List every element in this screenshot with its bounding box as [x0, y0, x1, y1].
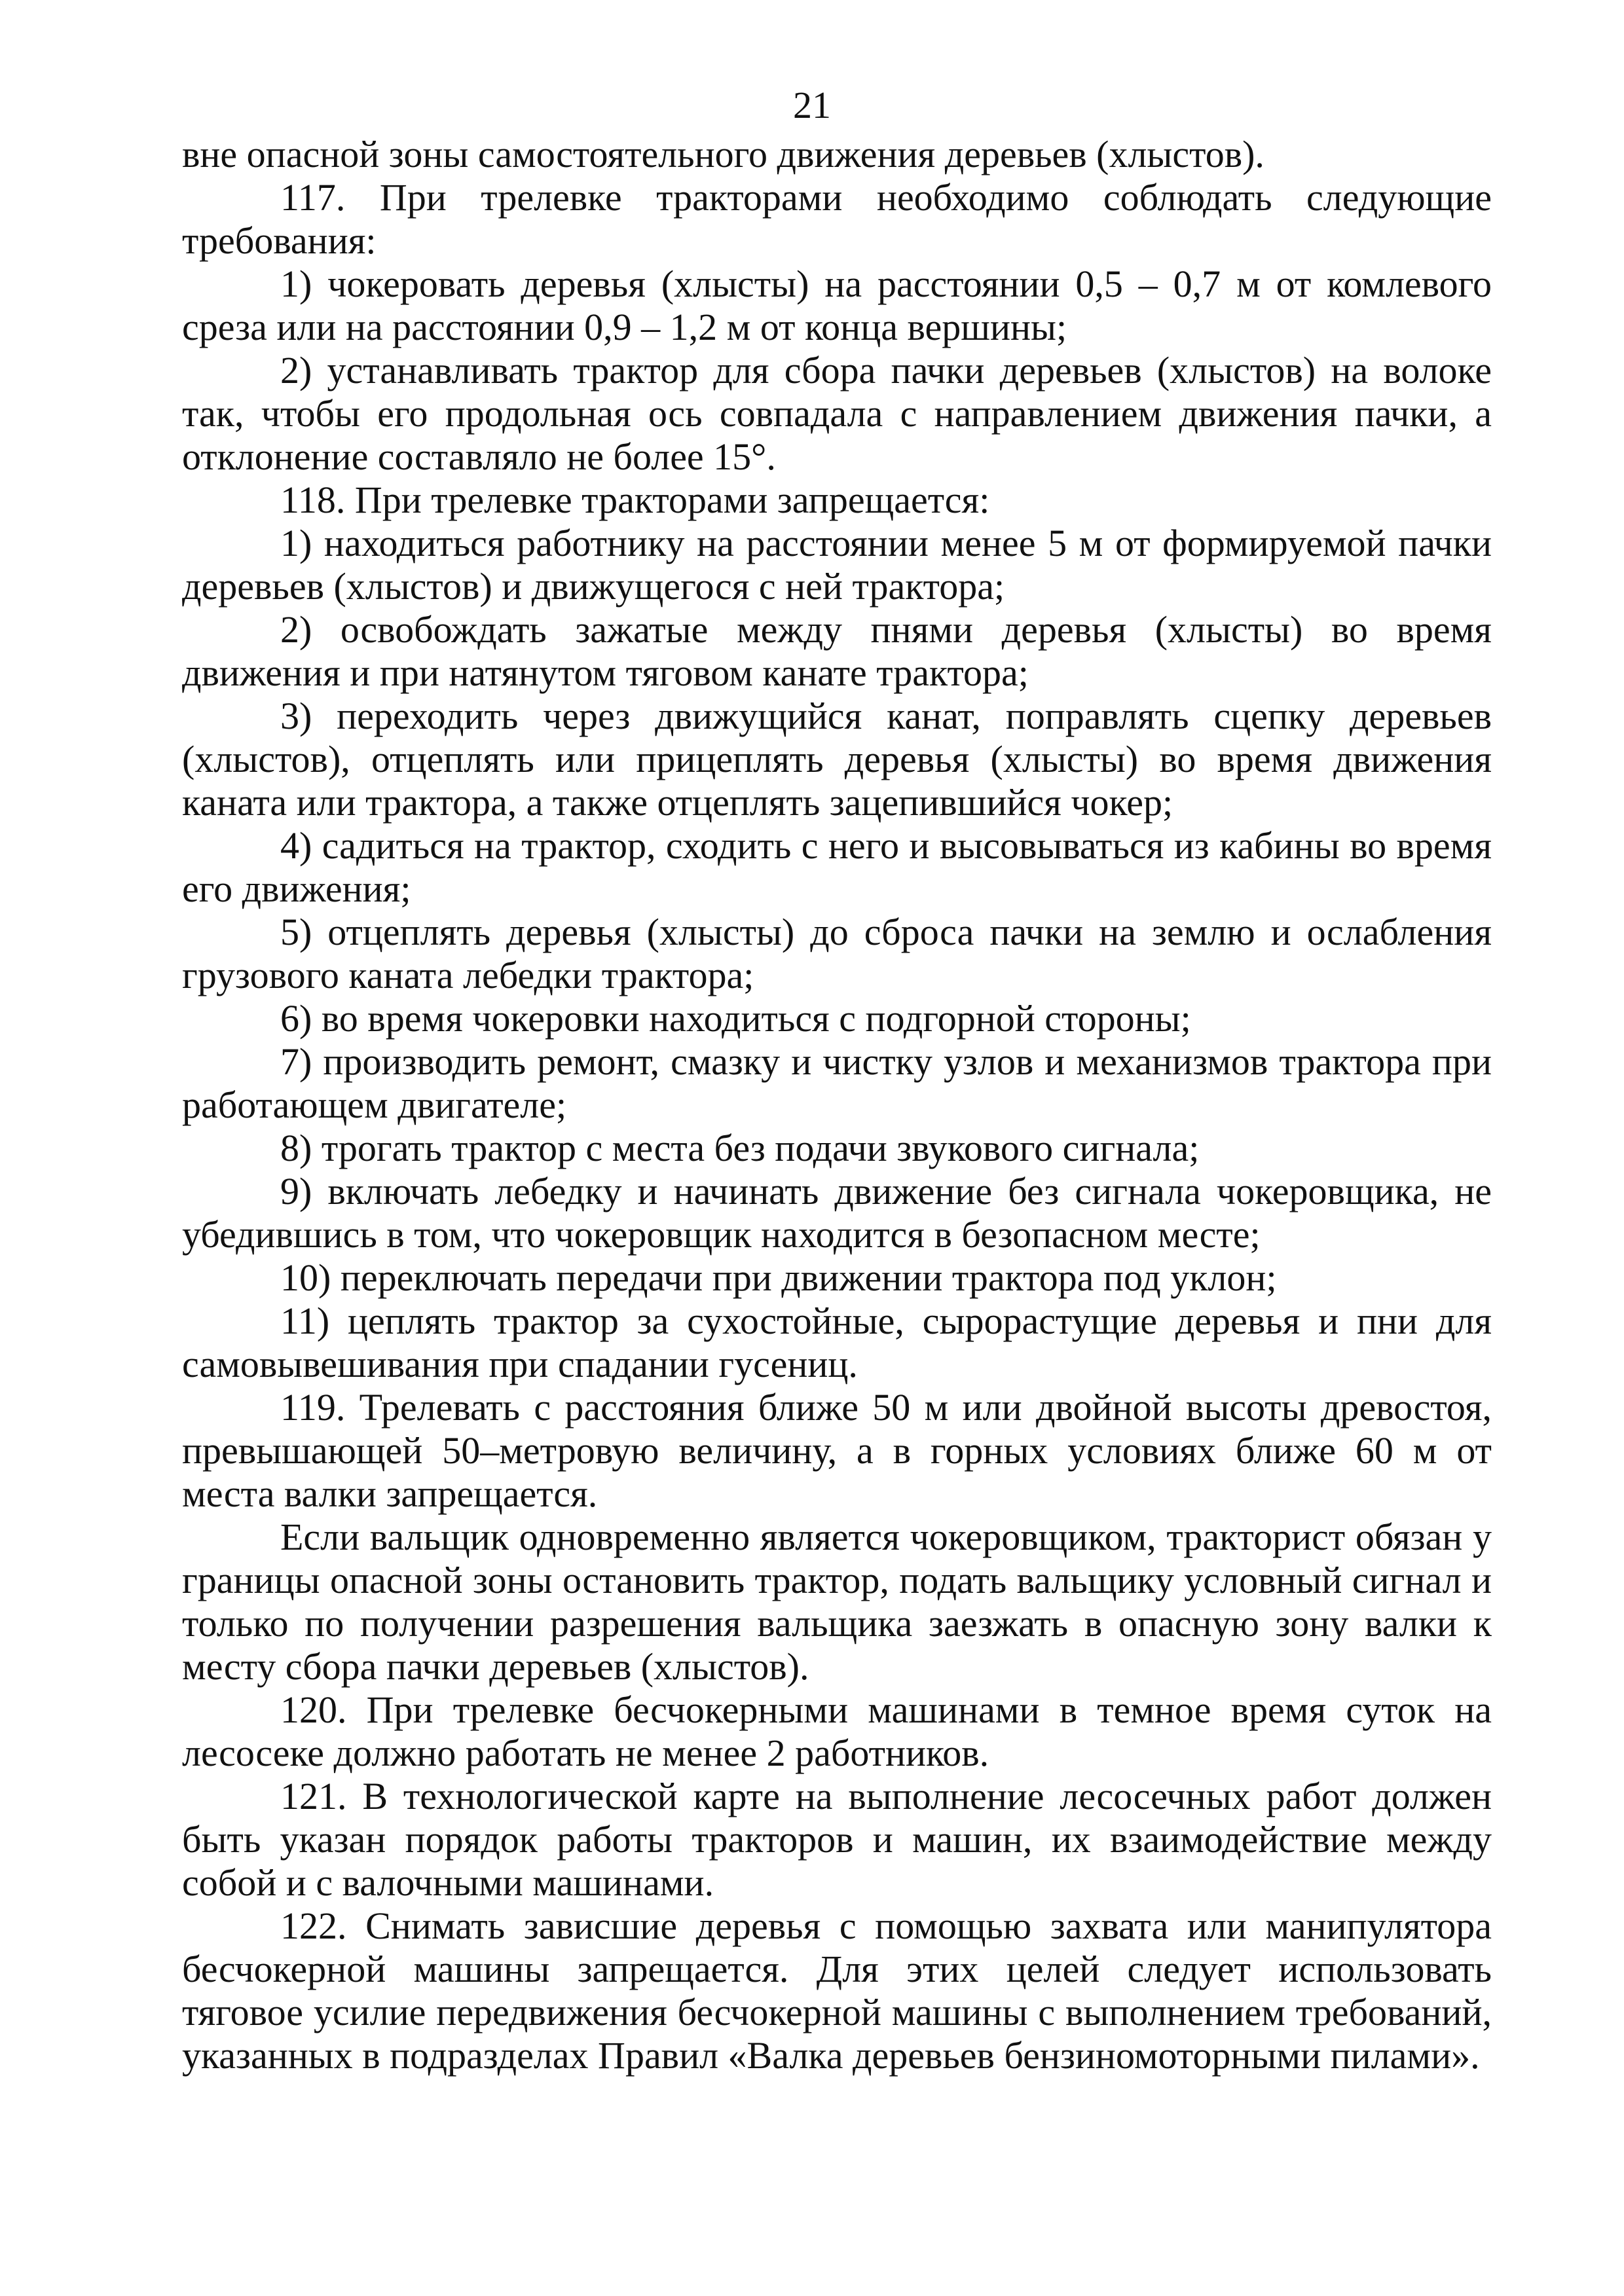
paragraph-118-item-5: 5) отцеплять деревья (хлысты) до сброса пачки на землю и ослабления грузового каната лебедки трактора; — [182, 911, 1492, 996]
paragraph-119-continued: Если вальщик одновременно является чокеровщиком, тракторист обязан у границы опасной зоны остановить трактор, подать вальщику условный сигнал и только по получении разрешения вальщика заезжать в опасную зону валки к месту сбора пачки деревьев (хлыстов). — [182, 1516, 1492, 1688]
paragraph-121: 121. В технологической карте на выполнение лесосечных работ должен быть указан порядок работы тракторов и машин, их взаимодействие между собой и с валочными машинами. — [182, 1775, 1492, 1904]
paragraph-118-item-8: 8) трогать трактор с места без подачи звукового сигнала; — [280, 1127, 1200, 1169]
paragraph-118-item-7: 7) производить ремонт, смазку и чистку узлов и механизмов трактора при работающем двигателе; — [182, 1040, 1492, 1126]
paragraph-119: 119. Трелевать с расстояния ближе 50 м или двойной высоты древостоя, превышающей 50–метровую величину, а в горных условиях ближе 60 м от места валки запрещается. — [182, 1386, 1492, 1515]
page-number: 21 — [793, 84, 831, 126]
paragraph-120: 120. При трелевке бесчокерными машинами в темное время суток на лесосеке должно работать не менее 2 работников. — [182, 1688, 1492, 1774]
paragraph-118: 118. При трелевке тракторами запрещается: — [280, 479, 990, 521]
paragraph-118-item-1: 1) находиться работнику на расстоянии менее 5 м от формируемой пачки деревьев (хлыстов) и движущегося с ней трактора; — [182, 522, 1492, 608]
paragraph-117-item-2: 2) устанавливать трактор для сбора пачки деревьев (хлыстов) на волоке так, чтобы его продольная ось совпадала с направлением движения пачки, а отклонение составляло не более 15°. — [182, 349, 1492, 478]
paragraph-118-item-2: 2) освобождать зажатые между пнями деревья (хлысты) во время движения и при натянутом тяговом канате трактора; — [182, 608, 1492, 694]
paragraph-118-item-6: 6) во время чокеровки находиться с подгорной стороны; — [280, 997, 1191, 1040]
paragraph-118-item-3: 3) переходить через движущийся канат, поправлять сцепку деревьев (хлыстов), отцеплять или прицеплять деревья (хлысты) во время движения каната или трактора, а также отцеплять зацепившийся чокер; — [182, 695, 1492, 824]
paragraph-118-item-11: 11) цеплять трактор за сухостойные, сырорастущие деревья и пни для самовывешивания при спадании гусениц. — [182, 1300, 1492, 1385]
paragraph-122: 122. Снимать зависшие деревья с помощью захвата или манипулятора бесчокерной машины запрещается. Для этих целей следует использовать тяговое усилие передвижения бесчокерной машины с выполнением требований, указанных в подразделах Правил «Валка деревьев бензиномоторными пилами». — [182, 1904, 1492, 2077]
paragraph-118-item-9: 9) включать лебедку и начинать движение без сигнала чокеровщика, не убедившись в том, что чокеровщик находится в безопасном месте; — [182, 1170, 1492, 1256]
paragraph-117-item-1: 1) чокеровать деревья (хлысты) на расстоянии 0,5 – 0,7 м от комлевого среза или на расстоянии 0,9 – 1,2 м от конца вершины; — [182, 263, 1492, 348]
paragraph-117: 117. При трелевке тракторами необходимо соблюдать следующие требования: — [182, 176, 1492, 262]
paragraph-continuation: вне опасной зоны самостоятельного движения деревьев (хлыстов). — [182, 133, 1264, 175]
paragraph-118-item-4: 4) садиться на трактор, сходить с него и высовываться из кабины во время его движения; — [182, 824, 1492, 910]
paragraph-118-item-10: 10) переключать передачи при движении трактора под уклон; — [280, 1256, 1277, 1299]
document-body — [182, 133, 1492, 2077]
